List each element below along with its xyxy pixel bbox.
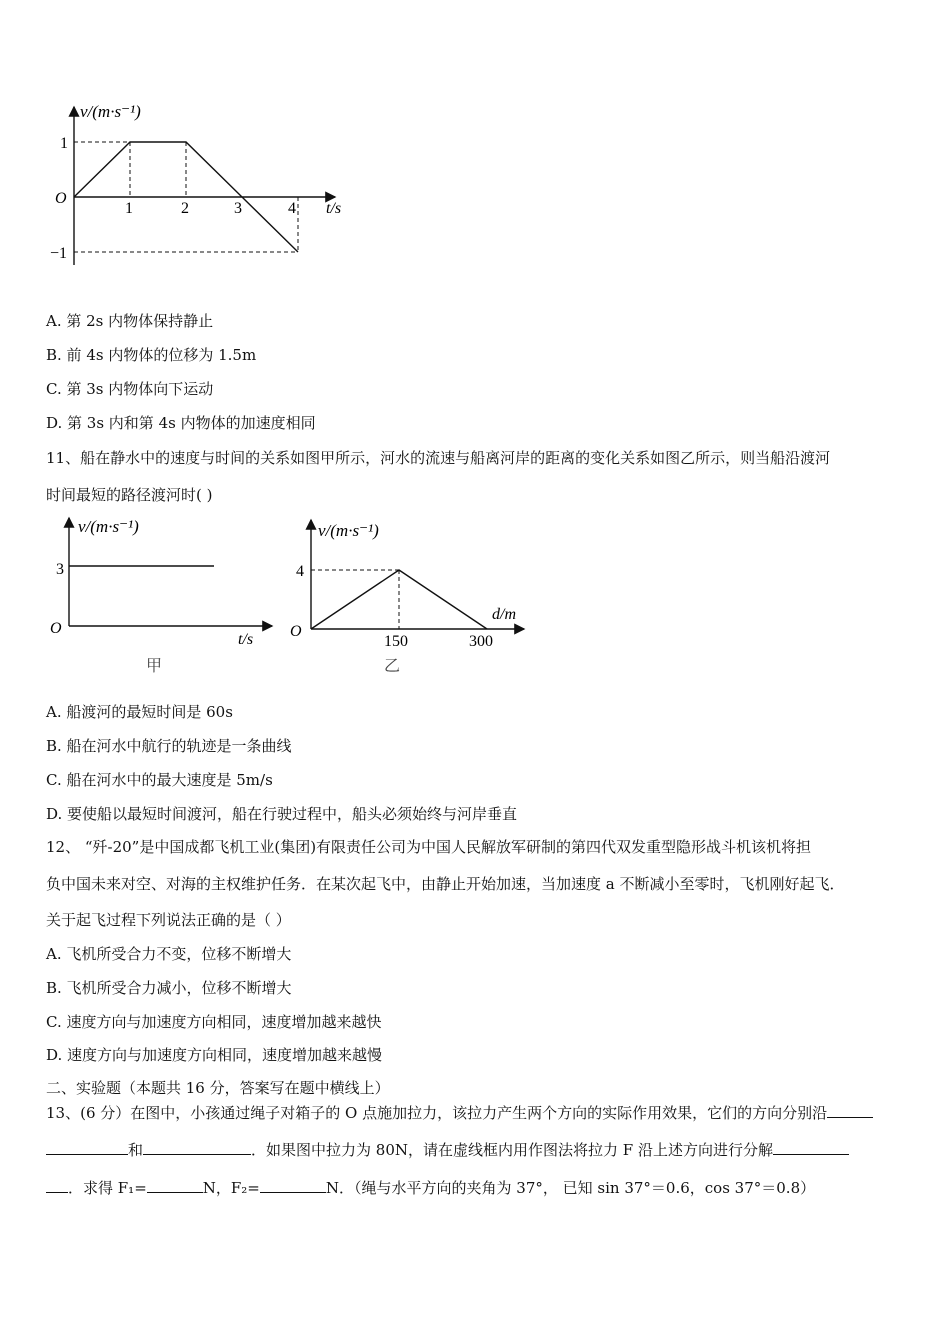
q10-option-d: D. 第 3s 内和第 4s 内物体的加速度相同 [46, 414, 316, 432]
x-tick-1: 1 [125, 200, 133, 217]
q13-line2-text: ．如果图中拉力为 80N，请在虚线框内用作图法将拉力 F 沿上述方向进行分解 [251, 1141, 773, 1159]
q11-stem-line2: 时间最短的路径渡河时( ) [46, 486, 213, 504]
x-tick-150: 150 [384, 633, 408, 650]
q12-option-c: C. 速度方向与加速度方向相同，速度增加越来越快 [46, 1013, 382, 1031]
y-axis-label: v/(m·s⁻¹) [80, 102, 141, 121]
q13-line3 [46, 1177, 815, 1198]
y-axis-label: v/(m·s⁻¹) [78, 517, 139, 536]
answer-blank-1b[interactable] [46, 1140, 128, 1155]
answer-blank-3a[interactable] [773, 1140, 849, 1155]
x-axis-label: d/m [492, 606, 516, 623]
q13-f2-label: N，F₂= [202, 1179, 260, 1197]
y-axis-label: v/(m·s⁻¹) [318, 521, 379, 540]
y-tick-4: 4 [296, 563, 304, 580]
q11-stem-line1: 11、船在静水中的速度与时间的关系如图甲所示，河水的流速与船离河岸的距离的变化关系如图乙所示，则当船沿渡河 [46, 449, 831, 467]
caption: 甲 [146, 658, 163, 675]
origin-label: O [290, 623, 302, 640]
origin-label: O [55, 190, 67, 207]
answer-blank-1a[interactable] [827, 1103, 873, 1118]
y-tick-1: 1 [60, 135, 68, 152]
q11-option-a: A. 船渡河的最短时间是 60s [46, 703, 233, 721]
q12-option-b: B. 飞机所受合力减小，位移不断增大 [46, 979, 292, 997]
origin-label: O [50, 620, 62, 637]
q11-option-d: D. 要使船以最短时间渡河，船在行驶过程中，船头必须始终与河岸垂直 [46, 805, 518, 823]
caption: 乙 [384, 658, 401, 675]
q12-option-d: D. 速度方向与加速度方向相同，速度增加越来越慢 [46, 1046, 383, 1064]
x-axis-label: t/s [326, 200, 342, 217]
q10-option-c: C. 第 3s 内物体向下运动 [46, 380, 214, 398]
y-tick-3: 3 [56, 561, 64, 578]
answer-blank-f1[interactable] [147, 1178, 203, 1193]
answer-blank-f2[interactable] [260, 1178, 326, 1193]
q13-line2 [46, 1139, 849, 1160]
x-tick-3: 3 [234, 200, 242, 217]
x-axis-label: t/s [238, 631, 254, 648]
x-tick-2: 2 [181, 200, 189, 217]
q12-option-a: A. 飞机所受合力不变，位移不断增大 [46, 945, 292, 963]
answer-blank-3b[interactable] [46, 1178, 68, 1193]
q13-line1-text: 13、(6 分）在图中，小孩通过绳子对箱子的 O 点施加拉力，该拉力产生两个方向的实际作用效果，它们的方向分别沿 [46, 1104, 828, 1122]
graph-q11-b [286, 510, 536, 685]
x-tick-300: 300 [469, 633, 493, 650]
graph-q11-a [40, 508, 280, 683]
answer-blank-2[interactable] [143, 1140, 251, 1155]
y-tick-m1: −1 [50, 245, 68, 262]
q12-stem-line2: 负中国未来对空、对海的主权维护任务．在某次起飞中，由静止开始加速，当加速度 a 不断减小至零时，飞机刚好起飞． [46, 875, 845, 893]
x-tick-4: 4 [288, 200, 296, 217]
graph-q10 [40, 95, 360, 275]
section-heading: 二、实验题（本题共 16 分，答案写在题中横线上） [46, 1079, 390, 1097]
q12-stem-line1: 12、 “歼-20”是中国成都飞机工业(集团)有限责任公司为中国人民解放军研制的第四代双发重型隐形战斗机该机将担 [46, 838, 812, 856]
q13-line1 [46, 1102, 873, 1123]
q10-option-b: B. 前 4s 内物体的位移为 1.5m [46, 346, 257, 364]
q13-and: 和 [128, 1141, 144, 1159]
q11-option-b: B. 船在河水中航行的轨迹是一条曲线 [46, 737, 292, 755]
q11-option-c: C. 船在河水中的最大速度是 5m/s [46, 771, 273, 789]
q12-stem-line3: 关于起飞过程下列说法正确的是（ ） [46, 911, 291, 929]
q10-option-a: A. 第 2s 内物体保持静止 [46, 312, 214, 330]
q13-f1-label: ．求得 F₁= [68, 1179, 147, 1197]
q13-line3-text: N．（绳与水平方向的夹角为 37°， 已知 sin 37°＝0.6，cos 37°＝0.8） [325, 1179, 816, 1197]
